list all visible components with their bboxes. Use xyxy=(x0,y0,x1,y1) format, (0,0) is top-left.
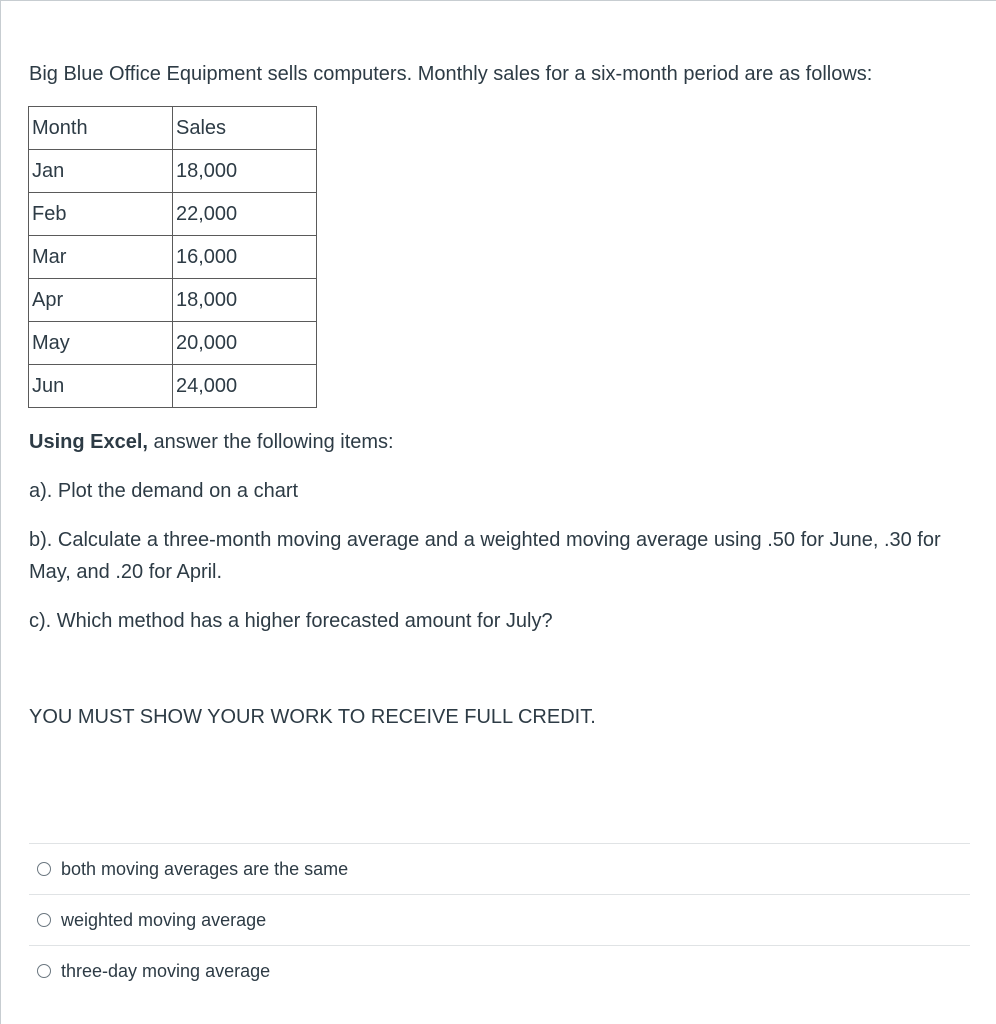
table-cell-month: Mar xyxy=(29,236,173,279)
question-body xyxy=(29,60,969,733)
item-c: c). Which method has a higher forecasted amount for July? xyxy=(29,610,553,632)
answer-option-three-day[interactable] xyxy=(29,945,970,996)
table-cell-month: Apr xyxy=(29,279,173,322)
table-row xyxy=(29,236,317,279)
table-header-row xyxy=(29,107,317,150)
answer-option-weighted[interactable] xyxy=(29,894,970,945)
table-header-month: Month xyxy=(29,107,173,150)
table-row xyxy=(29,193,317,236)
answer-label: three-day moving average xyxy=(61,960,271,981)
item-a: a). Plot the demand on a chart xyxy=(29,480,299,502)
answer-label: weighted moving average xyxy=(61,909,267,930)
table-header-sales: Sales xyxy=(173,107,317,150)
using-excel-bold: Using Excel, xyxy=(29,431,148,453)
radio-button-icon[interactable] xyxy=(37,964,51,978)
table-cell-month: Jan xyxy=(29,150,173,193)
table-row xyxy=(29,322,317,365)
answer-label: both moving averages are the same xyxy=(61,858,349,879)
sales-table xyxy=(28,106,317,408)
table-cell-month: Feb xyxy=(29,193,173,236)
table-row xyxy=(29,279,317,322)
answer-list xyxy=(29,843,970,996)
table-cell-sales: 22,000 xyxy=(173,193,317,236)
table-row xyxy=(29,365,317,408)
radio-button-icon[interactable] xyxy=(37,913,51,927)
using-excel-rest: answer the following items: xyxy=(147,431,394,453)
table-cell-sales: 20,000 xyxy=(173,322,317,365)
table-cell-sales: 18,000 xyxy=(173,150,317,193)
table-cell-sales: 18,000 xyxy=(173,279,317,322)
table-row xyxy=(29,150,317,193)
table-cell-month: Jun xyxy=(29,365,173,408)
answer-option-same[interactable] xyxy=(29,843,970,894)
item-b: b). Calculate a three-month moving average and a weighted moving average using .50 for June, .30 for May, and .20 for April. xyxy=(29,529,941,583)
table-cell-sales: 24,000 xyxy=(173,365,317,408)
table-cell-sales: 16,000 xyxy=(173,236,317,279)
show-work-notice: YOU MUST SHOW YOUR WORK TO RECEIVE FULL CREDIT. xyxy=(29,706,596,728)
question-intro: Big Blue Office Equipment sells computers. Monthly sales for a six-month period are as follows: xyxy=(29,63,873,85)
table-cell-month: May xyxy=(29,322,173,365)
using-excel-instruction xyxy=(29,426,969,458)
radio-button-icon[interactable] xyxy=(37,862,51,876)
